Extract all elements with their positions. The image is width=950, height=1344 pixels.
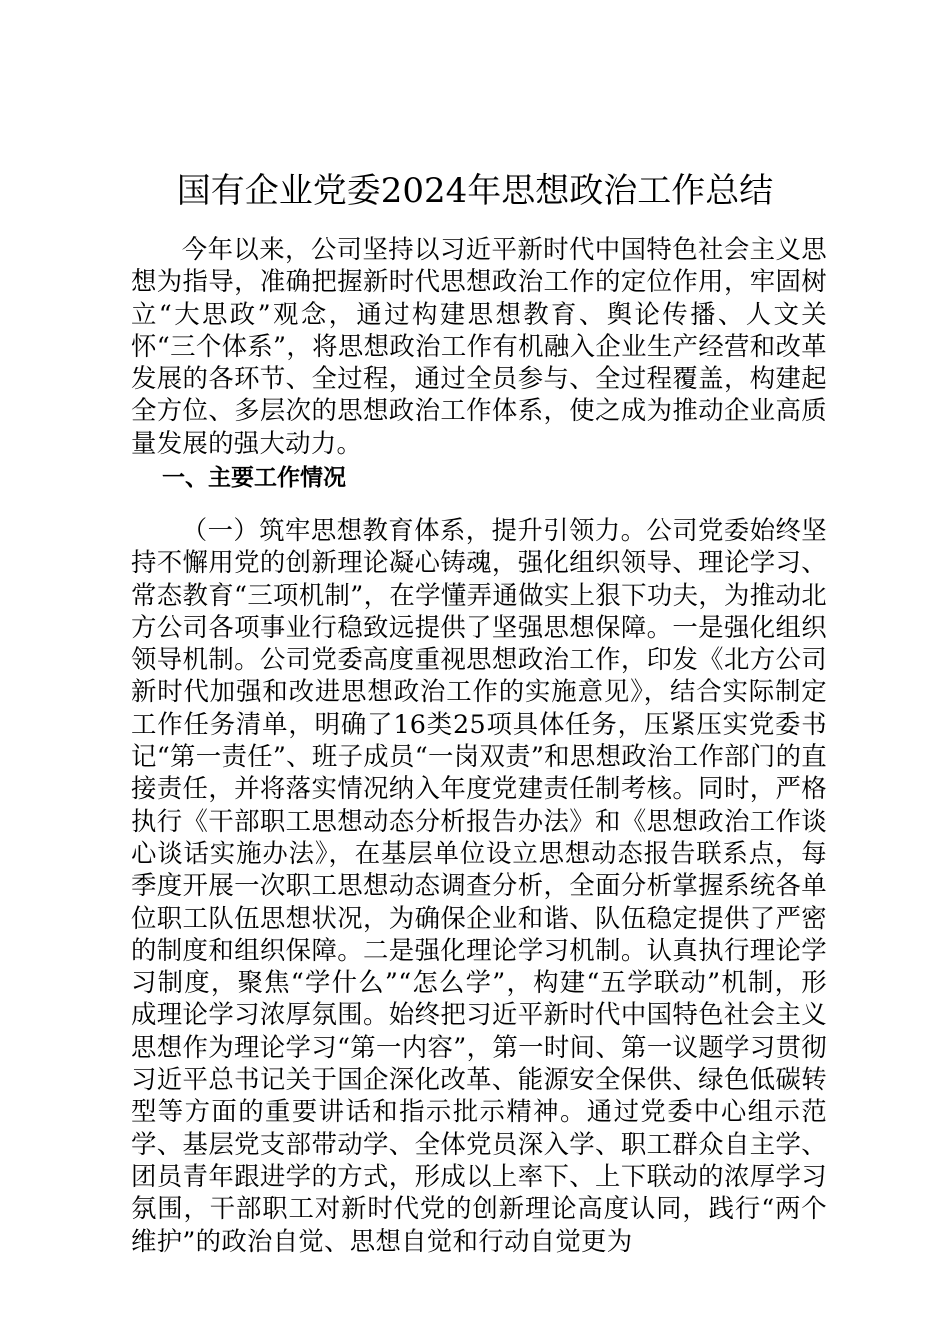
document-title: 国有企业党委2024年思想政治工作总结: [176, 171, 774, 211]
paragraph-1: （一）筑牢思想教育体系，提升引领力。公司党委始终坚持不懈用党的创新理论凝心铸魂，强化组织领导、理论学习、常态教育“三项机制”，在学懂弄通做实上狠下功夫，为推动北方公司各项事业行稳致远提供了坚强思想保障。一是强化组织领导机制。公司党委高度重视思想政治工作，印发《北方公司新时代加强和改进思想政治工作的实施意见》，结合实际制定工作任务清单，明确了16类25项具体任务，压紧压实党委书记“第一责任”、班子成员“一岗双责”和思想政治工作部门的直接责任，并将落实情况纳入年度党建责任制考核。同时，严格执行《干部职工思想动态分析报告办法》和《思想政治工作谈心谈话实施办法》，在基层单位设立思想动态报告联系点，每季度开展一次职工思想动态调查分析，全面分析掌握系统各单位职工队伍思想状况，为确保企业和谐、队伍稳定提供了严密的制度和组织保障。二是强化理论学习机制。认真执行理论学习制度，聚焦“学什么”“怎么学”，构建“五学联动”机制，形成理论学习浓厚氛围。始终把习近平新时代中国特色社会主义思想作为理论学习“第一内容”，第一时间、第一议题学习贯彻习近平总书记关于国企深化改革、能源安全保供、绿色低碳转型等方面的重要讲话和指示批示精神。通过党委中心组示范学、基层党支部带动学、全体党员深入学、职工群众自主学、团员青年跟进学的方式，形成以上率下、上下联动的浓厚学习氛围，干部职工对新时代党的创新理论高度认同，践行“两个维护”的政治自觉、思想自觉和行动自觉更为: [131, 515, 827, 1256]
section-heading: 一、主要工作情况: [162, 465, 346, 491]
intro-paragraph: 今年以来，公司坚持以习近平新时代中国特色社会主义思想为指导，准确把握新时代思想政治工作的定位作用，牢固树立“大思政”观念，通过构建思想教育、舆论传播、人文关怀“三个体系”，将思想政治工作有机融入企业生产经营和改革发展的各环节、全过程，通过全员参与、全过程覆盖，构建起全方位、多层次的思想政治工作体系，使之成为推动企业高质量发展的强大动力。: [131, 234, 827, 458]
